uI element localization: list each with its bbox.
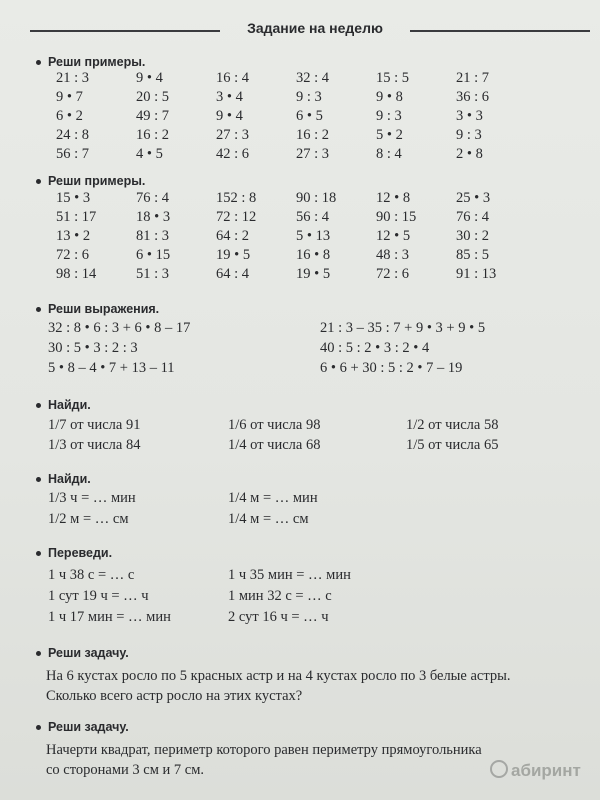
example-cell: 51 : 17 [56, 209, 97, 225]
watermark [490, 760, 581, 781]
example-cell: 19 • 5 [216, 247, 251, 263]
example-cell: 21 : 7 [456, 70, 490, 86]
exercise-grid-2 [56, 190, 536, 285]
expression-row [48, 360, 568, 380]
grid-row [56, 146, 536, 165]
header-rule-left [30, 30, 220, 32]
section-title-6 [36, 546, 112, 560]
example-cell: 19 • 5 [296, 266, 331, 282]
task-item: 1 ч 35 мин = … мин [228, 567, 351, 583]
example-cell: 18 • 3 [136, 209, 171, 225]
example-cell: 76 : 4 [136, 190, 170, 206]
bullet-icon [36, 179, 41, 184]
bullet-icon [36, 60, 41, 65]
problem-text-1 [46, 666, 586, 706]
expression-row [48, 320, 568, 340]
section-title-text: Реши задачу. [48, 646, 129, 660]
header-rule-right [410, 30, 590, 32]
expression: 6 • 6 + 30 : 5 : 2 • 7 – 19 [320, 360, 463, 376]
example-cell: 36 : 6 [456, 89, 490, 105]
example-cell: 12 • 5 [376, 228, 411, 244]
expressions-list [48, 320, 568, 380]
task-item: 1/2 м = … см [48, 511, 129, 527]
section-title-1 [36, 55, 145, 69]
bullet-icon [36, 307, 41, 312]
section-title-text: Реши задачу. [48, 720, 129, 734]
expression: 40 : 5 : 2 • 3 : 2 • 4 [320, 340, 430, 356]
example-cell: 56 : 7 [56, 146, 90, 162]
task-item: 1/4 м = … см [228, 511, 309, 527]
example-cell: 30 : 2 [456, 228, 490, 244]
page-title: Задание на неделю [247, 20, 383, 36]
bullet-icon [36, 403, 41, 408]
example-cell: 72 : 12 [216, 209, 257, 225]
exercise-grid-1 [56, 70, 536, 165]
example-cell: 16 : 2 [296, 127, 330, 143]
expression: 5 • 8 – 4 • 7 + 13 – 11 [48, 360, 175, 376]
section-title-4 [36, 398, 91, 412]
task-item: 1 сут 19 ч = … ч [48, 588, 149, 604]
example-cell: 90 : 15 [376, 209, 417, 225]
section-title-2 [36, 174, 145, 188]
task-item: 2 сут 16 ч = … ч [228, 609, 329, 625]
example-cell: 20 : 5 [136, 89, 170, 105]
expression: 32 : 8 • 6 : 3 + 6 • 8 – 17 [48, 320, 191, 336]
example-cell: 15 • 3 [56, 190, 91, 206]
example-cell: 16 • 8 [296, 247, 331, 263]
example-cell: 4 • 5 [136, 146, 163, 162]
example-cell: 16 : 4 [216, 70, 250, 86]
example-cell: 6 • 2 [56, 108, 83, 124]
task-item: 1/5 от числа 65 [406, 437, 499, 453]
example-cell: 6 • 5 [296, 108, 323, 124]
task-item: 1/3 от числа 84 [48, 437, 141, 453]
example-cell: 5 • 2 [376, 127, 403, 143]
example-cell: 56 : 4 [296, 209, 330, 225]
example-cell: 2 • 8 [456, 146, 483, 162]
task-item: 1/4 от числа 68 [228, 437, 321, 453]
example-cell: 64 : 2 [216, 228, 250, 244]
task-item: 1 мин 32 с = … с [228, 588, 332, 604]
example-cell: 12 • 8 [376, 190, 411, 206]
grid-row [56, 108, 536, 127]
task-row [48, 437, 548, 457]
example-cell: 85 : 5 [456, 247, 490, 263]
section-title-text: Реши выражения. [48, 302, 160, 316]
task-item: 1 ч 17 мин = … мин [48, 609, 171, 625]
example-cell: 24 : 8 [56, 127, 90, 143]
grid-row [56, 89, 536, 108]
example-cell: 72 : 6 [376, 266, 410, 282]
problem-line: Начерти квадрат, периметр которого равен периметру прямоугольника [46, 742, 482, 758]
problem-line: Сколько всего астр росло на этих кустах? [46, 688, 303, 704]
example-cell: 27 : 3 [296, 146, 330, 162]
example-cell: 5 • 13 [296, 228, 331, 244]
expression-row [48, 340, 568, 360]
section-title-text: Реши примеры. [48, 55, 146, 69]
example-cell: 9 • 4 [136, 70, 163, 86]
example-cell: 90 : 18 [296, 190, 337, 206]
task-row [48, 417, 548, 437]
find-fraction-list [48, 417, 548, 457]
section-title-text: Переведи. [48, 546, 113, 560]
grid-row [56, 190, 536, 209]
example-cell: 6 • 15 [136, 247, 171, 263]
example-cell: 27 : 3 [216, 127, 250, 143]
section-title-text: Найди. [48, 398, 91, 412]
labirint-logo-icon [490, 760, 508, 778]
section-title-3 [36, 302, 159, 316]
example-cell: 8 : 4 [376, 146, 402, 162]
example-cell: 9 : 3 [456, 127, 482, 143]
example-cell: 64 : 4 [216, 266, 250, 282]
grid-row [56, 70, 536, 89]
bullet-icon [36, 551, 41, 556]
grid-row [56, 209, 536, 228]
task-row [48, 609, 448, 630]
expression: 21 : 3 – 35 : 7 + 9 • 3 + 9 • 5 [320, 320, 486, 336]
task-row [48, 490, 448, 511]
example-cell: 25 • 3 [456, 190, 491, 206]
example-cell: 98 : 14 [56, 266, 97, 282]
section-title-5 [36, 472, 91, 486]
example-cell: 32 : 4 [296, 70, 330, 86]
example-cell: 76 : 4 [456, 209, 490, 225]
example-cell: 72 : 6 [56, 247, 90, 263]
problem-line: На 6 кустах росло по 5 красных астр и на 4 кустах росло по 3 белые астры. [46, 668, 511, 684]
task-item: 1/4 м = … мин [228, 490, 318, 506]
task-row [48, 511, 448, 532]
grid-row [56, 266, 536, 285]
convert-list [48, 567, 448, 630]
section-title-text: Найди. [48, 472, 91, 486]
example-cell: 13 • 2 [56, 228, 91, 244]
example-cell: 15 : 5 [376, 70, 410, 86]
section-title-7 [36, 646, 129, 660]
example-cell: 21 : 3 [56, 70, 90, 86]
example-cell: 9 • 8 [376, 89, 403, 105]
task-item: 1/2 от числа 58 [406, 417, 499, 433]
grid-row [56, 247, 536, 266]
example-cell: 152 : 8 [216, 190, 257, 206]
example-cell: 51 : 3 [136, 266, 170, 282]
task-item: 1/6 от числа 98 [228, 417, 321, 433]
section-title-text: Реши примеры. [48, 174, 146, 188]
example-cell: 81 : 3 [136, 228, 170, 244]
example-cell: 9 : 3 [376, 108, 402, 124]
bullet-icon [36, 477, 41, 482]
grid-row [56, 228, 536, 247]
bullet-icon [36, 725, 41, 730]
example-cell: 42 : 6 [216, 146, 250, 162]
task-item: 1/7 от числа 91 [48, 417, 141, 433]
example-cell: 16 : 2 [136, 127, 170, 143]
example-cell: 9 : 3 [296, 89, 322, 105]
example-cell: 49 : 7 [136, 108, 170, 124]
grid-row [56, 127, 536, 146]
example-cell: 3 • 3 [456, 108, 483, 124]
example-cell: 3 • 4 [216, 89, 243, 105]
example-cell: 48 : 3 [376, 247, 410, 263]
example-cell: 91 : 13 [456, 266, 497, 282]
task-row [48, 588, 448, 609]
task-row [48, 567, 448, 588]
bullet-icon [36, 651, 41, 656]
example-cell: 9 • 7 [56, 89, 83, 105]
problem-line: со сторонами 3 см и 7 см. [46, 762, 205, 778]
task-item: 1/3 ч = … мин [48, 490, 136, 506]
find-units-list [48, 490, 448, 532]
expression: 30 : 5 • 3 : 2 : 3 [48, 340, 138, 356]
watermark-text: абиринт [511, 761, 581, 780]
example-cell: 9 • 4 [216, 108, 243, 124]
worksheet-header [30, 8, 590, 48]
task-item: 1 ч 38 с = … с [48, 567, 135, 583]
section-title-8 [36, 720, 129, 734]
